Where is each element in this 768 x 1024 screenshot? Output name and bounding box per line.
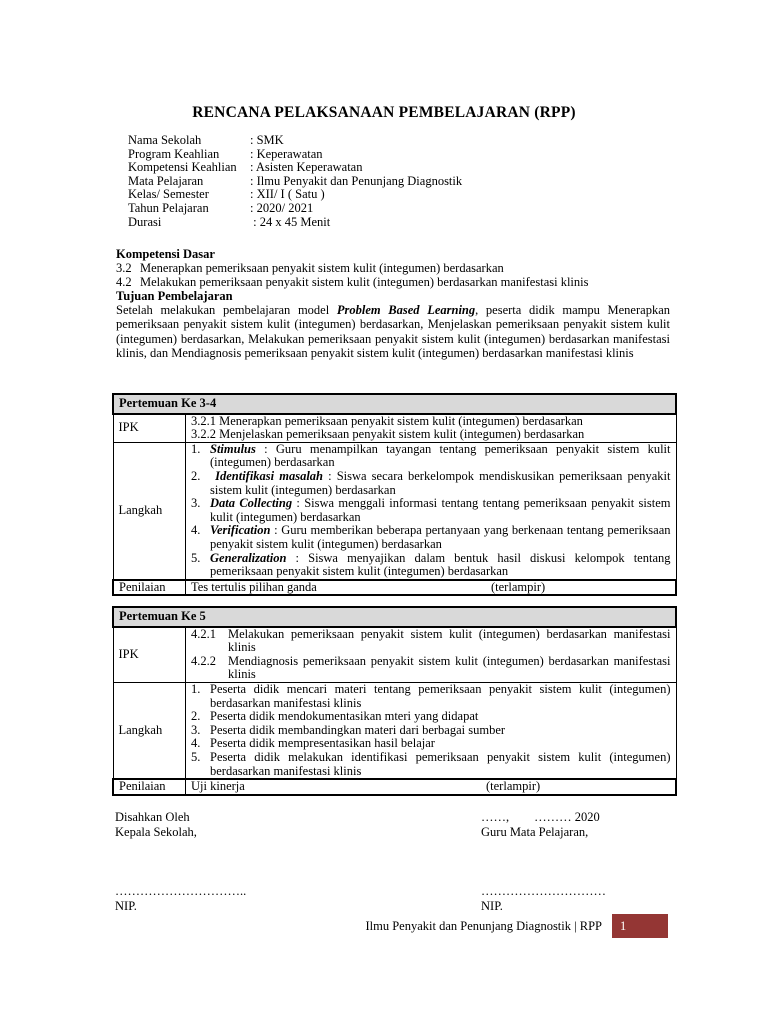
langkah-item: 5. Generalization : Siswa menyajikan dalam bentuk hasil diskusi kelompok tentang pemeriksaan penyakit sistem kulit (integumen) berdasarkan bbox=[191, 550, 671, 579]
langkah-item: 1. Stimulus : Guru menampilkan tayangan tentang pemeriksaan penyakit sistem kulit (integumen) berdasarkan bbox=[191, 441, 671, 470]
footer-text: Ilmu Penyakit dan Penunjang Diagnostik | RPP bbox=[365, 919, 602, 933]
identity-row: Durasi : 24 x 45 Menit bbox=[128, 214, 331, 229]
langkah-item: 2. Peserta didik mendokumentasikan mteri yang didapat bbox=[191, 709, 479, 724]
ipk-label: IPK bbox=[113, 627, 186, 683]
penilaian-cell: Tes tertulis pilihan ganda (terlampir) bbox=[186, 580, 677, 596]
identity-row: Kelas/ Semester : XII/ I ( Satu ) bbox=[128, 187, 325, 202]
page-footer bbox=[360, 914, 668, 938]
pertemuan-header: Pertemuan Ke 3-4 bbox=[113, 394, 676, 414]
penilaian-label: Penilaian bbox=[113, 779, 186, 795]
identity-row: Kompetensi Keahlian : Asisten Keperawatan bbox=[128, 160, 363, 175]
identity-row: Mata Pelajaran : Ilmu Penyakit dan Penunjang Diagnostik bbox=[128, 173, 463, 188]
penilaian-label: Penilaian bbox=[113, 580, 186, 596]
langkah-cell bbox=[186, 682, 677, 779]
langkah-item: 2. Identifikasi masalah : Siswa secara berkelompok mendiskusikan pemeriksaan penyakit sistem kulit (integumen) berdasarkan bbox=[191, 468, 671, 497]
kompetensi-heading: Kompetensi Dasar bbox=[116, 247, 215, 261]
langkah-label: Langkah bbox=[113, 442, 186, 579]
identity-row: Nama Sekolah : SMK bbox=[128, 133, 284, 147]
pertemuan-5-table bbox=[112, 606, 677, 796]
ipk-item: 4.2.2 Mendiagnosis pemeriksaan penyakit sistem kulit (integumen) berdasarkan manifestasi klinis bbox=[191, 653, 671, 682]
penilaian-cell: Uji kinerja (terlampir) bbox=[186, 779, 677, 795]
pertemuan-header: Pertemuan Ke 5 bbox=[113, 607, 676, 627]
langkah-item: 4. Peserta didik mempresentasikan hasil belajar bbox=[191, 736, 435, 751]
langkah-item: 4. Verification : Guru memberikan beberapa pertanyaan yang berkenaan tentang pemeriksaan penyakit sistem kulit (integumen) berdasarkan bbox=[191, 523, 671, 551]
document-title: RENCANA PELAKSANAAN PEMBELAJARAN (RPP) bbox=[192, 104, 576, 121]
kd-item: 3.2 Menerapkan pemeriksaan penyakit sistem kulit (integumen) berdasarkan bbox=[116, 261, 504, 275]
langkah-item: 3. Peserta didik membandingkan materi dari berbagai sumber bbox=[191, 722, 506, 737]
signature-right-heading: ……, ……… 2020 Guru Mata Pelajaran, bbox=[481, 810, 600, 839]
identity-row: Tahun Pelajaran : 2020/ 2021 bbox=[128, 200, 314, 215]
langkah-cell bbox=[186, 442, 677, 579]
tujuan-heading: Tujuan Pembelajaran bbox=[116, 289, 233, 303]
kd-item: 4.2 Melakukan pemeriksaan penyakit sistem kulit (integumen) berdasarkan manifestasi klinis bbox=[116, 275, 589, 289]
ipk-label: IPK bbox=[113, 414, 186, 443]
ipk-cell bbox=[186, 627, 677, 683]
signature-right-block: ………………………… NIP. bbox=[481, 884, 606, 913]
kompetensi-dasar bbox=[116, 247, 670, 289]
page-number: 1 bbox=[612, 914, 668, 938]
langkah-item: 5. Peserta didik melakukan identifikasi pemeriksaan penyakit sistem kulit (integumen) berdasarkan manifestasi klinis bbox=[191, 749, 671, 778]
langkah-item: 1. Peserta didik mencari materi tentang pemeriksaan penyakit sistem kulit (integumen) berdasarkan manifestasi klinis bbox=[191, 681, 671, 710]
tujuan-paragraph: Setelah melakukan pembelajaran model Problem Based Learning, peserta didik mampu Menerapkan pemeriksaan penyakit sistem kulit (integumen) berdasarkan, Menjelaskan pemeriksaan penyakit sistem kulit (integumen) berdasarkan, Melakukan pemeriksaan penyakit sistem kulit (integumen) berdasarkan manifestasi klinis, dan Mendiagnosis pemeriksaan penyakit sistem kulit (integumen) berdasarkan manifestasi klinis bbox=[116, 303, 670, 361]
identity-row: Program Keahlian : Keperawatan bbox=[128, 146, 323, 161]
signature-left-block: ………………………….. NIP. bbox=[115, 884, 247, 913]
identity-block bbox=[128, 134, 462, 229]
ipk-cell: 3.2.1 Menerapkan pemeriksaan penyakit sistem kulit (integumen) berdasarkan 3.2.2 Menjelaskan pemeriksaan penyakit sistem kulit (integumen) berdasarkan bbox=[186, 414, 677, 443]
signature-left-heading: Disahkan Oleh Kepala Sekolah, bbox=[115, 810, 197, 839]
langkah-item: 3. Data Collecting : Siswa menggali informasi tentang tentang pemeriksaan penyakit sistem kulit (integumen) berdasarkan bbox=[191, 496, 671, 524]
langkah-label: Langkah bbox=[113, 682, 186, 779]
ipk-item: 4.2.1 Melakukan pemeriksaan penyakit sistem kulit (integumen) berdasarkan manifestasi klinis bbox=[191, 626, 671, 655]
pertemuan-3-4-table bbox=[112, 393, 677, 596]
tujuan-pembelajaran bbox=[116, 289, 670, 361]
